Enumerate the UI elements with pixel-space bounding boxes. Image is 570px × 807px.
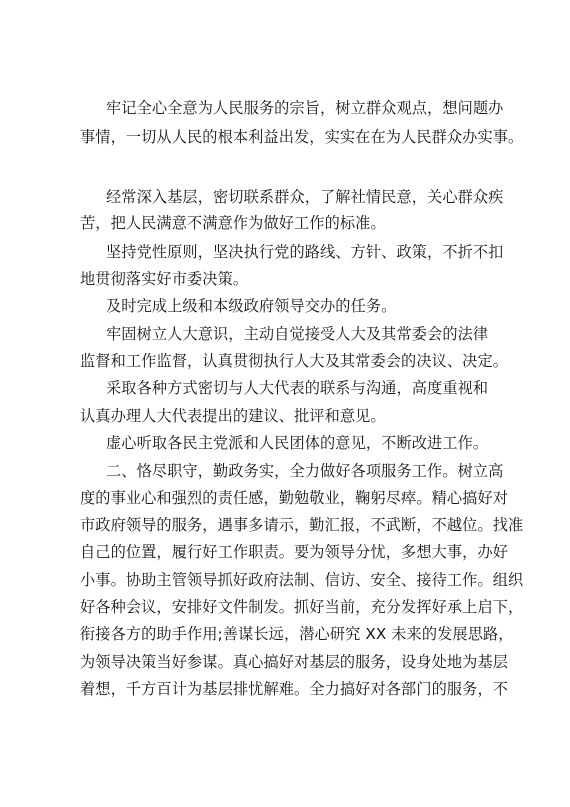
- text-line: 苦，把人民满意不满意作为做好工作的标准。: [80, 214, 386, 232]
- text-line: 采取各种方式密切与人大代表的联系与沟通，高度重视和: [106, 379, 489, 397]
- text-line: 小事。协助主管领导抓好政府法制、信访、安全、接待工作。组织: [80, 571, 524, 589]
- text-line: 地贯彻落实好市委决策。: [80, 270, 249, 288]
- text-line: 为领导决策当好参谋。真心搞好对基层的服务，设身处地为基层: [80, 653, 509, 671]
- text-line: 监督和工作监督，认真贯彻执行人大及其常委会的决议、决定。: [80, 352, 509, 370]
- text-line: 好各种会议，安排好文件制发。抓好当前，充分发挥好承上启下，: [80, 598, 524, 616]
- text-line: 事情，一切从人民的根本利益出发，实实在在为人民群众办实事。: [80, 128, 524, 146]
- text-line: 坚持党性原则，坚决执行党的路线、方针、政策，不折不扣: [106, 243, 504, 261]
- text-line: 市政府领导的服务，遇事多请示，勤汇报，不武断，不越位。找准: [80, 516, 524, 534]
- text-line: 衔接各方的助手作用;善谋长远，潜心研究 XX 未来的发展思路，: [80, 625, 514, 643]
- text-line: 虚心听取各民主党派和人民团体的意见，不断改进工作。: [106, 434, 489, 452]
- text-line: 二、恪尽职守，勤政务实，全力做好各项服务工作。树立高: [106, 462, 504, 480]
- text-line: 经常深入基层，密切联系群众，了解社情民意，关心群众疾: [106, 188, 504, 206]
- text-line: 着想，千方百计为基层排忧解难。全力搞好对各部门的服务，不: [80, 680, 509, 698]
- text-line: 及时完成上级和本级政府领导交办的任务。: [106, 297, 397, 315]
- text-line: 认真办理人大代表提出的建议、批评和意见。: [80, 407, 386, 425]
- text-line: 度的事业心和强烈的责任感，勤勉敬业，鞠躬尽瘁。精心搞好对: [80, 489, 509, 507]
- text-line: 牢记全心全意为人民服务的宗旨，树立群众观点，想问题办: [106, 99, 504, 117]
- text-line: 自己的位置，履行好工作职责。要为领导分忧，多想大事，办好: [80, 543, 509, 561]
- text-line: 牢固树立人大意识，主动自觉接受人大及其常委会的法律: [106, 325, 489, 343]
